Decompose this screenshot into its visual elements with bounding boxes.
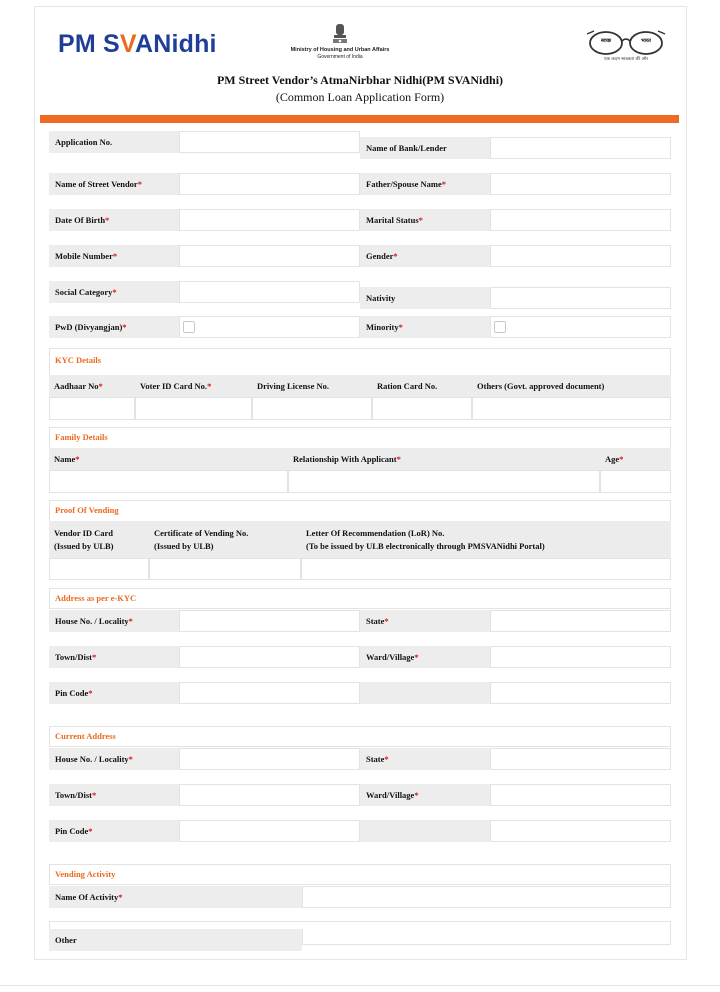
ekyc-house-label: House No. / Locality * [49, 610, 179, 632]
ministry-caption [280, 47, 400, 60]
vending-col-lor: Letter Of Recommendation (LoR) No. (To be issued by ULB electronically through PMSVANidhi Portal) [301, 521, 671, 558]
vending-activity-title: Vending Activity [55, 869, 116, 879]
kyc-col-voter: Voter ID Card No. * [135, 375, 252, 397]
lor-input[interactable] [301, 558, 671, 580]
ekyc-state-label: State * [360, 610, 490, 632]
family-age-input[interactable] [600, 470, 671, 493]
ekyc-town-field[interactable] [179, 646, 360, 668]
current-house-field[interactable] [179, 748, 360, 770]
family-col-name: Name * [49, 448, 288, 470]
form-subtitle: (Common Loan Application Form) [275, 90, 445, 104]
vendor-name-label: Name of Street Vendor * [49, 173, 179, 195]
page-bottom-divider [0, 985, 720, 986]
kyc-col-aadhaar: Aadhaar No * [49, 375, 135, 397]
ministry-name: Ministry of Housing and Urban Affairs [290, 47, 390, 53]
activity-name-label: Name Of Activity * [49, 886, 302, 908]
kyc-voter-input[interactable] [135, 397, 252, 420]
other-label: Other [49, 929, 302, 951]
vending-proof-section-title: Proof Of Vending [55, 505, 119, 515]
current-pin-label: Pin Code * [49, 820, 179, 842]
ekyc-ward-field[interactable] [490, 646, 671, 668]
current-address-header [49, 726, 671, 747]
swachh-tagline: एक कदम स्वच्छता की ओर [603, 57, 649, 62]
ekyc-empty-label [360, 682, 490, 704]
current-ward-label: Ward/Village * [360, 784, 490, 806]
dob-label: Date Of Birth * [49, 209, 179, 231]
bank-name-field[interactable] [490, 137, 671, 159]
vending-activity-header [49, 864, 671, 885]
header-divider-bar [40, 115, 679, 123]
government-name: Government of India [317, 53, 363, 60]
vending-col-cov: Certificate of Vending No. (Issued by ULB) [149, 521, 301, 558]
current-pin-field[interactable] [179, 820, 360, 842]
social-category-label: Social Category * [49, 281, 179, 303]
family-col-age: Age * [600, 448, 671, 470]
ekyc-pin-label: Pin Code * [49, 682, 179, 704]
kyc-others-input[interactable] [472, 397, 671, 420]
application-no-field[interactable] [179, 131, 360, 153]
ekyc-empty-field [490, 682, 671, 704]
current-state-field[interactable] [490, 748, 671, 770]
ekyc-state-field[interactable] [490, 610, 671, 632]
ekyc-address-title: Address as per e-KYC [55, 593, 137, 603]
other-field[interactable] [302, 929, 671, 945]
swachh-bharat-logo [584, 28, 668, 66]
gender-field[interactable] [490, 245, 671, 267]
kyc-dl-input[interactable] [252, 397, 372, 420]
family-section-title: Family Details [55, 432, 108, 442]
bank-name-label: Name of Bank/Lender [360, 137, 490, 159]
ekyc-house-field[interactable] [179, 610, 360, 632]
current-empty-field [490, 820, 671, 842]
current-house-label: House No. / Locality * [49, 748, 179, 770]
bharat-word: भारत [641, 38, 651, 44]
nativity-field[interactable] [490, 287, 671, 309]
current-ward-field[interactable] [490, 784, 671, 806]
kyc-ration-input[interactable] [372, 397, 472, 420]
pwd-checkbox[interactable] [183, 321, 195, 333]
form-title-block [200, 72, 520, 106]
pwd-label: PwD (Divyangjan) * [49, 316, 179, 338]
form-title: PM Street Vendor’s AtmaNirbhar Nidhi(PM SVANidhi) [216, 73, 504, 87]
activity-name-field[interactable] [302, 886, 671, 908]
gender-label: Gender * [360, 245, 490, 267]
cov-input[interactable] [149, 558, 301, 580]
pwd-field [179, 316, 360, 338]
dob-field[interactable] [179, 209, 360, 231]
current-state-label: State * [360, 748, 490, 770]
kyc-col-ration: Ration Card No. [372, 375, 472, 397]
nativity-label: Nativity [360, 287, 490, 309]
kyc-col-others: Others (Govt. approved document) [472, 375, 671, 397]
family-name-input[interactable] [49, 470, 288, 493]
ekyc-pin-field[interactable] [179, 682, 360, 704]
father-spouse-field[interactable] [490, 173, 671, 195]
current-empty-label [360, 820, 490, 842]
current-address-title: Current Address [55, 731, 116, 741]
mobile-field[interactable] [179, 245, 360, 267]
ekyc-town-label: Town/Dist * [49, 646, 179, 668]
social-category-field[interactable] [179, 281, 360, 303]
mobile-label: Mobile Number * [49, 245, 179, 267]
national-emblem-icon [328, 22, 352, 46]
minority-label: Minority * [360, 316, 490, 338]
ekyc-ward-label: Ward/Village * [360, 646, 490, 668]
current-town-label: Town/Dist * [49, 784, 179, 806]
current-town-field[interactable] [179, 784, 360, 806]
family-relationship-input[interactable] [288, 470, 600, 493]
ekyc-address-header [49, 588, 671, 609]
marital-status-field[interactable] [490, 209, 671, 231]
kyc-aadhaar-input[interactable] [49, 397, 135, 420]
swachh-word: स्वच्छ [600, 38, 612, 44]
application-no-label: Application No. [49, 131, 179, 153]
pm-svanidhi-logo: PM SVANidhi [58, 30, 217, 58]
father-spouse-label: Father/Spouse Name * [360, 173, 490, 195]
minority-field [490, 316, 671, 338]
vendor-name-field[interactable] [179, 173, 360, 195]
kyc-section-title: KYC Details [55, 355, 102, 365]
marital-status-label: Marital Status * [360, 209, 490, 231]
minority-checkbox[interactable] [494, 321, 506, 333]
vendor-id-input[interactable] [49, 558, 149, 580]
family-col-relationship: Relationship With Applicant * [288, 448, 600, 470]
vending-col-vendor-id: Vendor ID Card (Issued by ULB) [49, 521, 149, 558]
kyc-col-dl: Driving License No. [252, 375, 372, 397]
